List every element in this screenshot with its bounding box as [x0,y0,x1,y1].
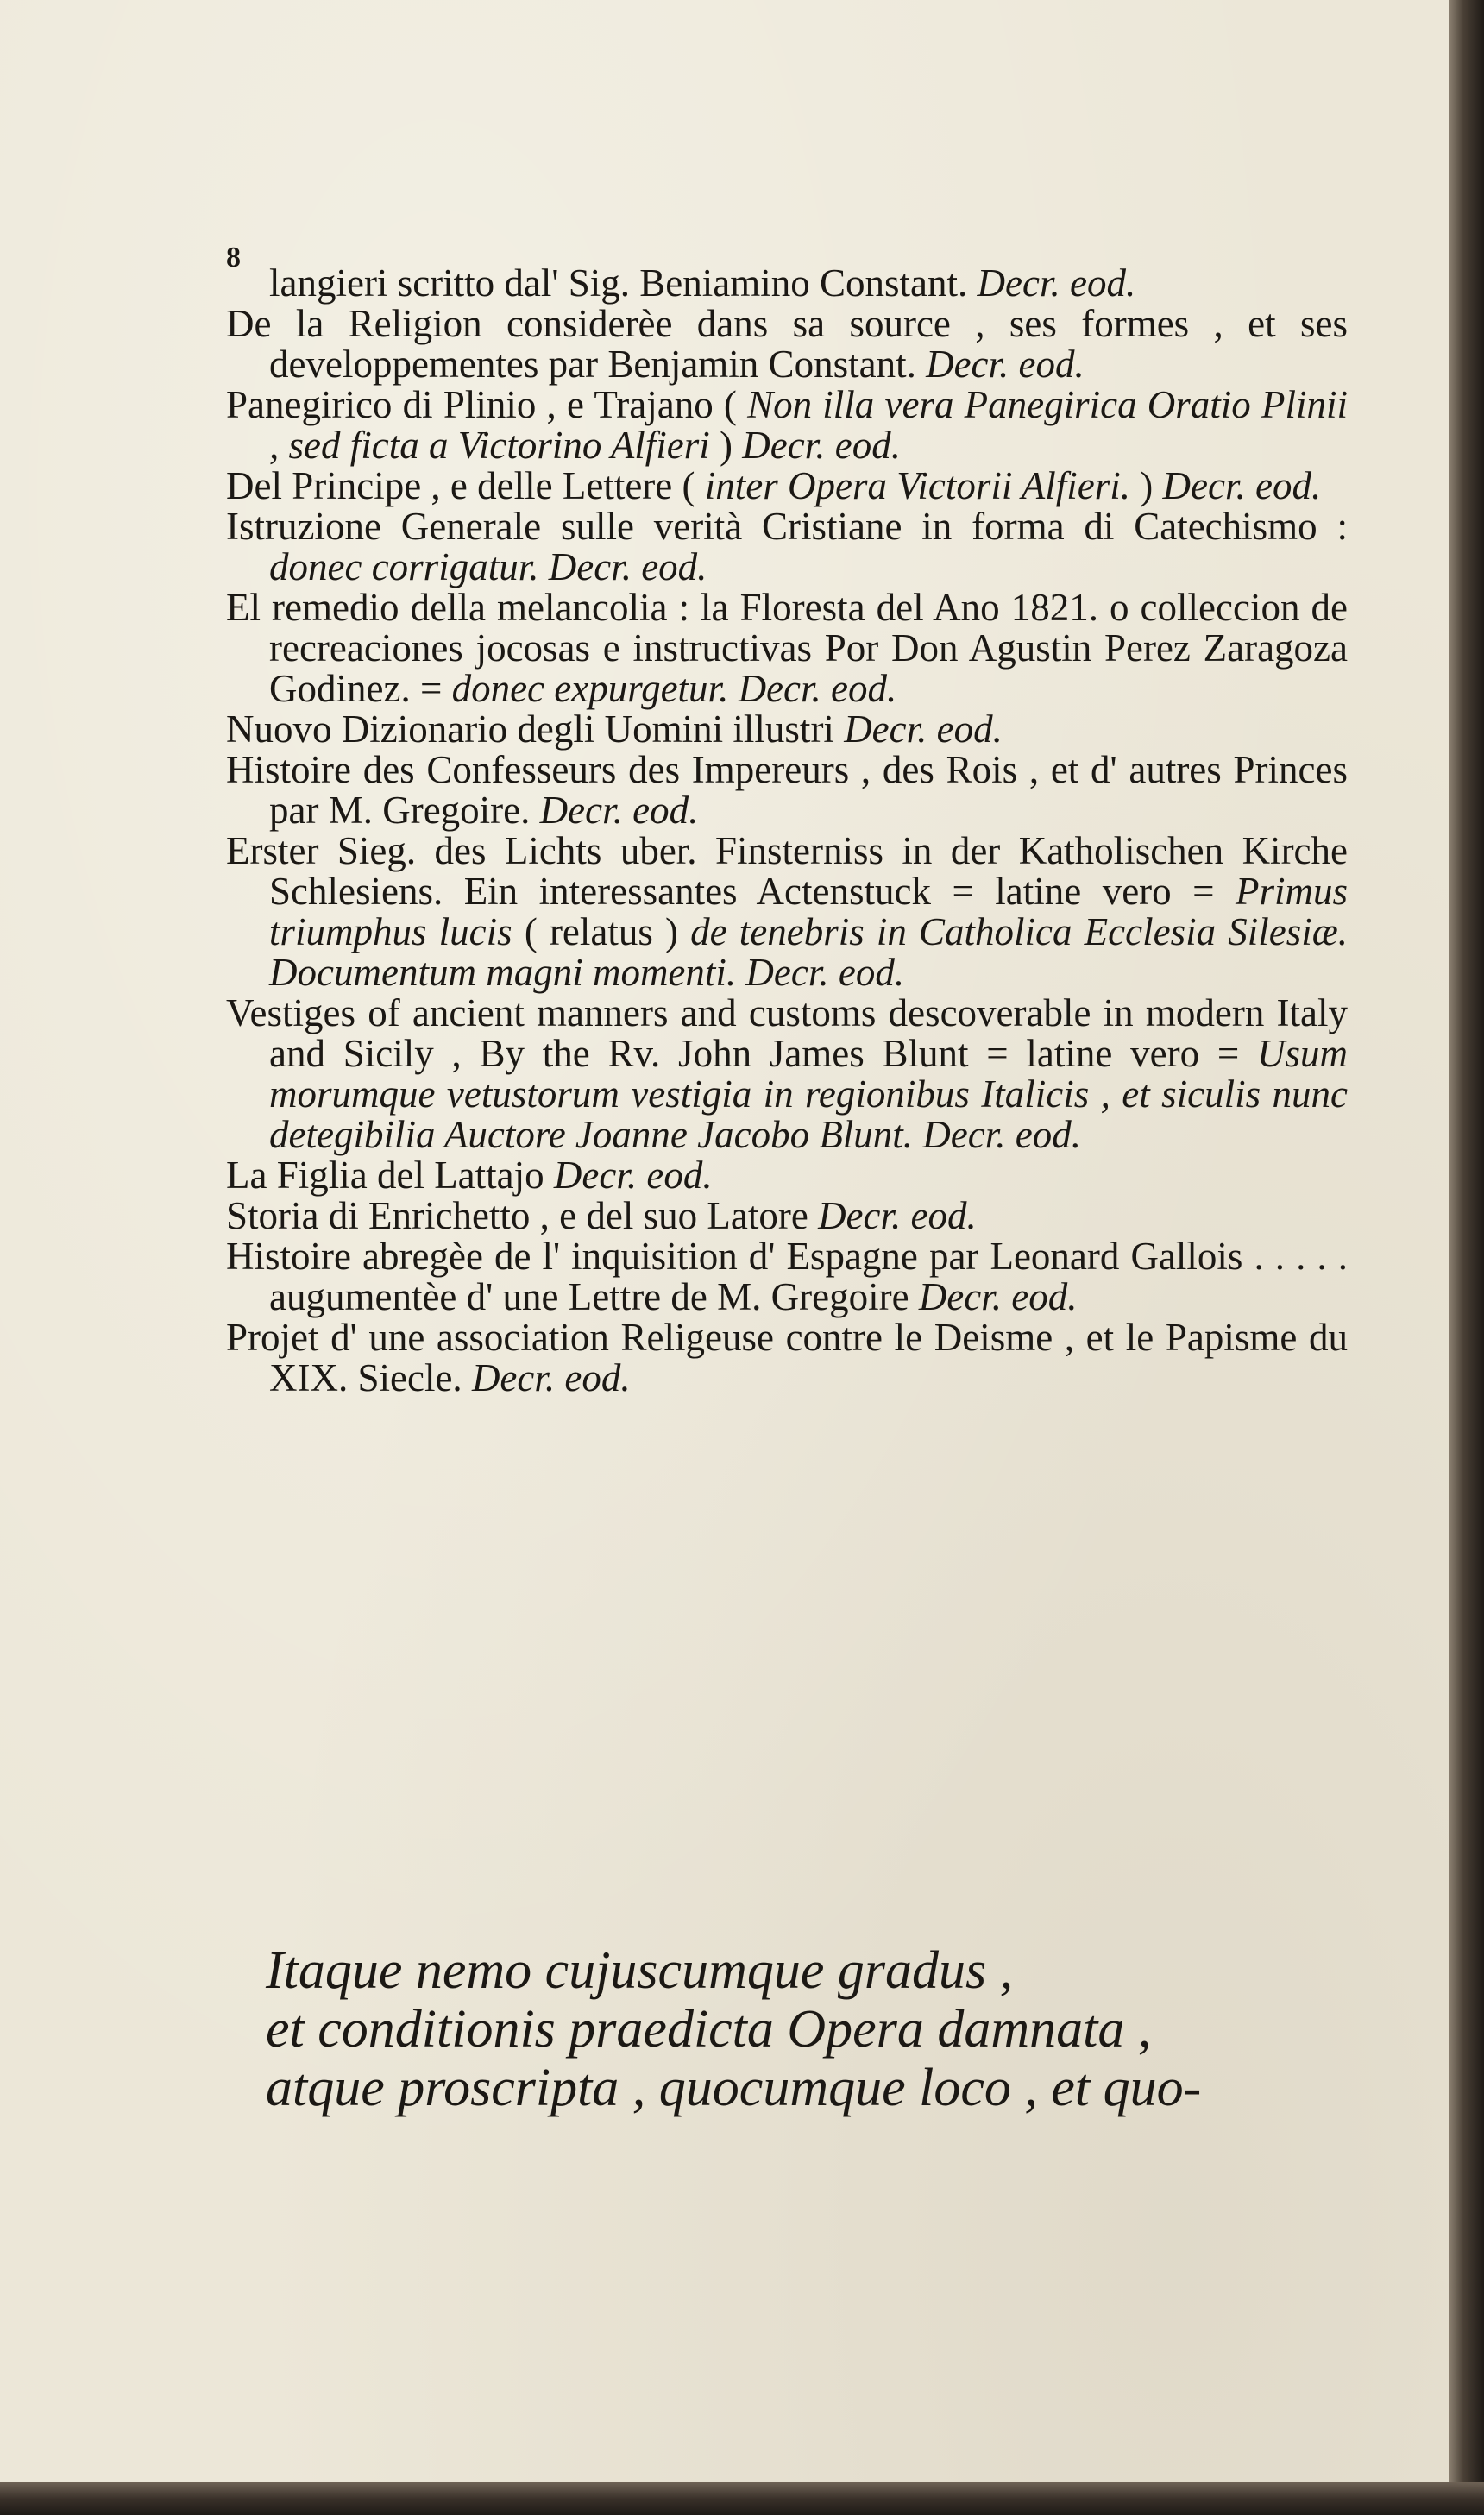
entry-13-decree: Decr. eod. [918,1275,1078,1318]
entry-5-decree: donec corrigatur. Decr. eod. [269,545,707,588]
closing-line-2: et conditionis praedicta Opera damnata , [266,2000,1152,2059]
entry-10 [226,993,1348,1155]
entry-8 [226,750,1348,831]
entry-10-text: Vestiges of ancient manners and customs descoverable in modern Italy and Sicily , By the Rv. John James Blunt = latine vero = [226,991,1348,1075]
closing-line-1: Itaque nemo cujuscumque gradus , [266,1941,1014,2000]
entry-14-decree: Decr. eod. [471,1356,631,1399]
entry-2-decree: Decr. eod. [926,343,1085,386]
entry-11-decree: Decr. eod. [553,1154,713,1197]
entry-3-italic: Non illa vera Panegirica Oratio Plinii , sed ficta a Victorino Alfieri [269,383,1348,467]
entry-11-text: La Figlia del Lattajo [226,1154,544,1197]
entry-13-text: Histoire abregèe de l' inquisition d' Espagne par Leonard Gallois . . . . . augumentèe d' une Lettre de M. Gregoire [226,1235,1348,1318]
entry-7-text: Nuovo Dizionario degli Uomini illustri [226,707,834,751]
entry-1 [226,263,1348,304]
entry-6 [226,588,1348,709]
entry-9-decree: de tenebris in Catholica Ecclesia Silesiæ. Documentum magni momenti. Decr. eod. [269,910,1348,994]
closing-line-3: atque proscripta , quocumque loco , et quo- [266,2059,1202,2117]
entry-3-decree: Decr. eod. [742,424,901,467]
entry-13 [226,1236,1348,1317]
entry-10-decree: Usum morumque vetustorum vestigia in regionibus Italicis , et siculis nunc detegibilia Auctore Joanne Jacobo Blunt. Decr. eod. [269,1032,1348,1156]
page-number: 8 [226,242,241,274]
entry-12-decree: Decr. eod. [818,1194,977,1237]
closing-paragraph [266,1941,1301,2117]
entry-3-text: Panegirico di Plinio , e Trajano ( [226,383,737,426]
index-entries [226,263,1348,1399]
entry-8-decree: Decr. eod. [539,789,699,832]
entry-9-italic: Primus triumphus lucis [269,870,1348,953]
entry-5-text: Istruzione Generale sulle verità Cristiane in forma di Catechismo : [226,505,1348,548]
entry-8-text: Histoire des Confesseurs des Impereurs , des Rois , et d' autres Princes par M. Gregoire. [226,748,1348,832]
entry-14 [226,1317,1348,1399]
entry-6-decree: donec expurgetur. Decr. eod. [451,667,897,710]
page-edge-bottom [0,2482,1484,2515]
entry-6-text: El remedio della melancolia : la Floresta del Ano 1821. o colleccion de recreaciones jocosas e instructivas Por Don Agustin Perez Zaragoza Godinez. = [226,586,1348,710]
entry-2-text: De la Religion considerèe dans sa source , ses formes , et ses developpementes par Benjamin Constant. [226,302,1348,386]
entry-4-decree: Decr. eod. [1162,464,1322,507]
page-edge-right [1449,0,1484,2515]
entry-12-text: Storia di Enrichetto , e del suo Latore [226,1194,808,1237]
entry-5 [226,506,1348,588]
entry-7 [226,709,1348,750]
entry-2 [226,304,1348,385]
entry-9 [226,831,1348,993]
entry-1-text: langieri scritto dal' Sig. Beniamino Constant. [269,261,968,305]
entry-9-text-after: ( relatus ) [524,910,679,953]
entry-4 [226,466,1348,506]
entry-3-text-after: ) [720,424,733,467]
entry-4-italic: inter Opera Victorii Alfieri. [704,464,1131,507]
entry-14-text: Projet d' une association Religeuse contre le Deisme , et le Papisme du XIX. Siecle. [226,1316,1348,1399]
entry-12 [226,1196,1348,1236]
entry-7-decree: Decr. eod. [844,707,1003,751]
entry-1-decree: Decr. eod. [977,261,1136,305]
entry-3 [226,385,1348,466]
entry-11 [226,1155,1348,1196]
entry-4-text: Del Principe , e delle Lettere ( [226,464,695,507]
entry-9-text: Erster Sieg. des Lichts uber. Finsterniss in der Katholischen Kirche Schlesiens. Ein interessantes Actenstuck = latine vero = [226,829,1348,913]
entry-4-text-after: ) [1140,464,1154,507]
